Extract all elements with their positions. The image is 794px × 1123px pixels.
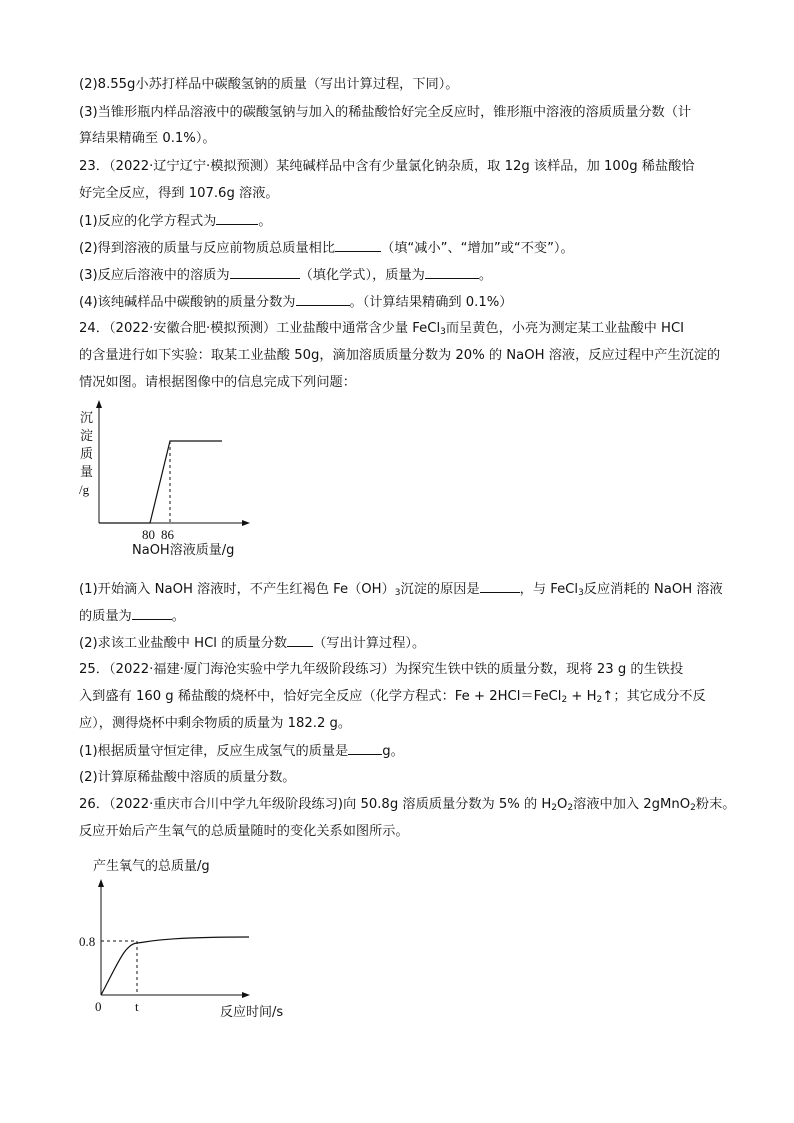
q23-sub1: (1)反应的化学方程式为 。 — [79, 214, 272, 229]
oxygen-curve — [101, 937, 249, 995]
y-label-unit: /g — [79, 482, 90, 497]
x-tick-label: 86 — [161, 527, 174, 542]
q22-part3-line1: (3)当锥形瓶内样品溶液中的碳酸氢钠与加入的稀盐酸恰好完全反应时，锥形瓶中溶液的溶质质量分数（计 — [79, 105, 692, 120]
y-label-char: 沉 — [80, 411, 94, 426]
y-label-char: 量 — [80, 465, 94, 480]
q22-part3-line2: 算结果精确至 0.1%）。 — [79, 131, 216, 146]
q22-part2: (2)8.55g小苏打样品中碳酸氢钠的质量（写出计算过程，下同）。 — [79, 77, 459, 92]
q26-stem-line2: 反应开始后产生氧气的总质量随时的变化关系如图所示。 — [79, 824, 409, 839]
q25-stem-line2: 入到盛有 160 g 稀盐酸的烧杯中，恰好完全反应（化学方程式：Fe + 2HCl＝FeCl$_2$ + $H_2↑$；其它成分不反 — [79, 689, 706, 705]
q24-sub1-line1: (1)开始滴入 NaOH 溶液时，不产生红褐色 $Fe(OH)_3$沉淀的原因是 ，与 FeCl$_3$反应消耗的 NaOH 溶液 — [79, 582, 723, 598]
q25-sub2: (2)计算原稀盐酸中溶质的质量分数。 — [79, 770, 296, 785]
q23-sub3: (3)反应后溶液中的溶质为 （填化学式），质量为 。 — [79, 268, 493, 283]
x-axis-arrow — [242, 992, 250, 998]
y-label-char: 质 — [80, 447, 94, 462]
y-axis-label: 产生氧气的总质量/g — [93, 859, 210, 874]
y-axis-arrow — [98, 879, 104, 887]
x-axis-label: 反应时间/s — [220, 1005, 284, 1020]
origin-label: 0 — [95, 999, 102, 1014]
q23-sub4: (4)该纯碱样品中碳酸钠的质量分数为 。（计算结果精确到 0.1%） — [79, 295, 513, 310]
q24-stem-line1: 24．（2022·安徽合肥·模拟预测）工业盐酸中通常含少量 FeCl$_3$而呈黄色，小亮为测定某工业盐酸中 HCI — [79, 321, 685, 337]
q25-stem-line3: 应），测得烧杯中剩余物质的质量为 182.2 g。 — [79, 716, 352, 731]
q25-sub1: (1)根据质量守恒定律，反应生成氢气的质量是 g。 — [79, 744, 404, 759]
x-axis-label: NaOH溶液质量/g — [132, 543, 235, 558]
q23-sub2: (2)得到溶液的质量与反应前物质总质量相比 （填“减小”、“增加”或“不变”）。 — [79, 241, 574, 256]
q24-stem-line3: 情况如图。请根据图像中的信息完成下列问题： — [79, 375, 356, 390]
q24-sub2: (2)求该工业盐酸中 HCl 的质量分数 （写出计算过程）。 — [79, 636, 426, 651]
q23-stem-line1: 23．（2022·辽宁辽宁·模拟预测）某纯碱样品中含有少量氯化钠杂质，取 12g 该样品，加 100g 稀盐酸恰 — [79, 159, 695, 174]
y-label-char: 淀 — [80, 429, 94, 444]
x-tick-label: 80 — [142, 527, 155, 542]
q25-stem-line1: 25．（2022·福建·厦门海沧实验中学九年级阶段练习）为探究生铁中铁的质量分数，现将 23 g 的生铁投 — [79, 662, 684, 677]
x-tick-label: t — [135, 999, 139, 1014]
q24-stem-line2: 的含量进行如下实验：取某工业盐酸 50g，滴加溶质质量分数为 20% 的 NaOH 溶液，反应过程中产生沉淀的 — [79, 348, 721, 363]
q23-stem-line2: 好完全反应，得到 107.6g 溶液。 — [79, 186, 279, 201]
q24-sub1-line2: 的质量为 。 — [79, 609, 185, 624]
q26-stem-line1: 26．（2022·重庆市合川中学九年级阶段练习)向 50.8g 溶质质量分数为 5% 的 $H_2O_2$溶液中加入 2gMnO$_2$粉末。 — [79, 797, 736, 813]
y-tick-label: 0.8 — [79, 934, 96, 949]
